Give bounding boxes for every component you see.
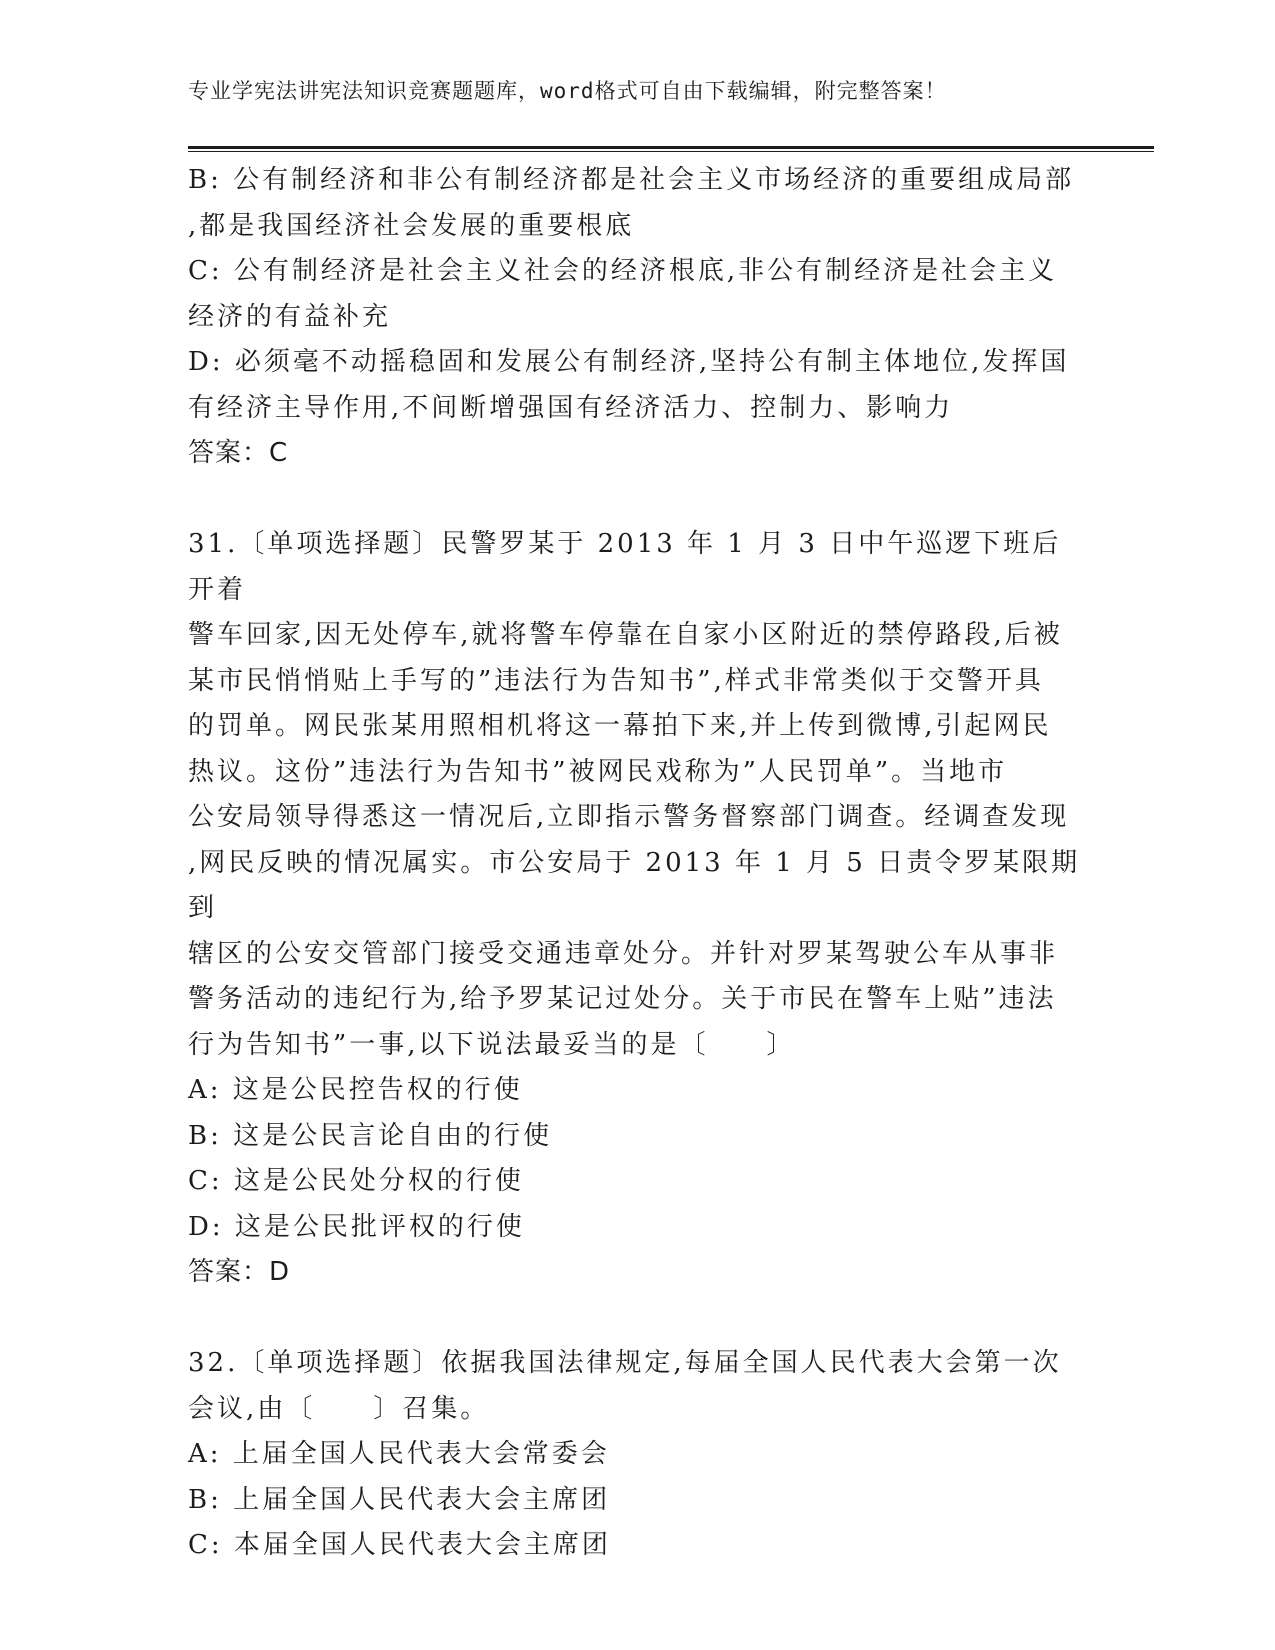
question-line: 某市民悄悄贴上手写的”违法行为告知书”,样式非常类似于交警开具 — [188, 665, 1044, 696]
option-b: B: 这是公民言论自由的行使 — [188, 1120, 553, 1151]
page-header: 专业学宪法讲宪法知识竞赛题题库，word格式可自由下载编辑，附完整答案！ — [188, 79, 947, 103]
option-line: B: 公有制经济和非公有制经济都是社会主义市场经济的重要组成局部 — [188, 165, 1075, 195]
option-line: D: 必须毫不动摇稳固和发展公有制经济,坚持公有制主体地位,发挥国 — [188, 347, 1070, 377]
header-rule-thick — [188, 146, 1154, 149]
option-b: B: 上届全国人民代表大会主席团 — [188, 1484, 611, 1515]
question-line: 警务活动的违纪行为,给予罗某记过处分。关于市民在警车上贴”违法 — [188, 984, 1057, 1014]
question-line: ,网民反映的情况属实。市公安局于 2013 年 1 月 5 日责令罗某限期到 — [188, 847, 1081, 923]
question-line: 的罚单。网民张某用照相机将这一幕拍下来,并上传到微博,引起网民 — [188, 711, 1052, 741]
option-d: D: 这是公民批评权的行使 — [188, 1211, 525, 1242]
option-line: 有经济主导作用,不间断增强国有经济活力、控制力、影响力 — [188, 392, 954, 423]
question-line: 行为告知书”一事,以下说法最妥当的是〔 〕 — [188, 1029, 796, 1060]
question-line: 32.〔单项选择题〕依据我国法律规定,每届全国人民代表大会第一次 — [188, 1348, 1062, 1378]
answer-label: 答案：C — [188, 438, 289, 468]
question-line: 31.〔单项选择题〕民警罗某于 2013 年 1 月 3 日中午巡逻下班后开着 — [188, 529, 1062, 605]
option-line: ,都是我国经济社会发展的重要根底 — [188, 210, 635, 241]
header-rule-thin — [188, 151, 1154, 152]
option-c: C: 这是公民处分权的行使 — [188, 1166, 524, 1196]
spacer — [188, 1296, 1088, 1342]
option-c: C: 本届全国人民代表大会主席团 — [188, 1530, 611, 1560]
answer-label: 答案：D — [188, 1257, 291, 1287]
question-line: 辖区的公安交管部门接受交通违章处分。并针对罗某驾驶公车从事非 — [188, 938, 1059, 969]
option-line: C: 公有制经济是社会主义社会的经济根底,非公有制经济是社会主义 — [188, 256, 1058, 286]
question-line: 公安局领导得悉这一情况后,立即指示警务督察部门调查。经调查发现 — [188, 802, 1070, 832]
document-body — [188, 158, 1088, 1569]
option-a: A: 上届全国人民代表大会常委会 — [188, 1439, 610, 1469]
question-line: 会议,由〔 〕召集。 — [188, 1393, 490, 1424]
question-line: 警车回家,因无处停车,就将警车停靠在自家小区附近的禁停路段,后被 — [188, 620, 1063, 650]
spacer — [188, 477, 1088, 523]
option-line: 经济的有益补充 — [188, 301, 392, 332]
option-a: A: 这是公民控告权的行使 — [188, 1075, 523, 1105]
question-line: 热议。这份”违法行为告知书”被网民戏称为”人民罚单”。当地市 — [188, 756, 1008, 787]
